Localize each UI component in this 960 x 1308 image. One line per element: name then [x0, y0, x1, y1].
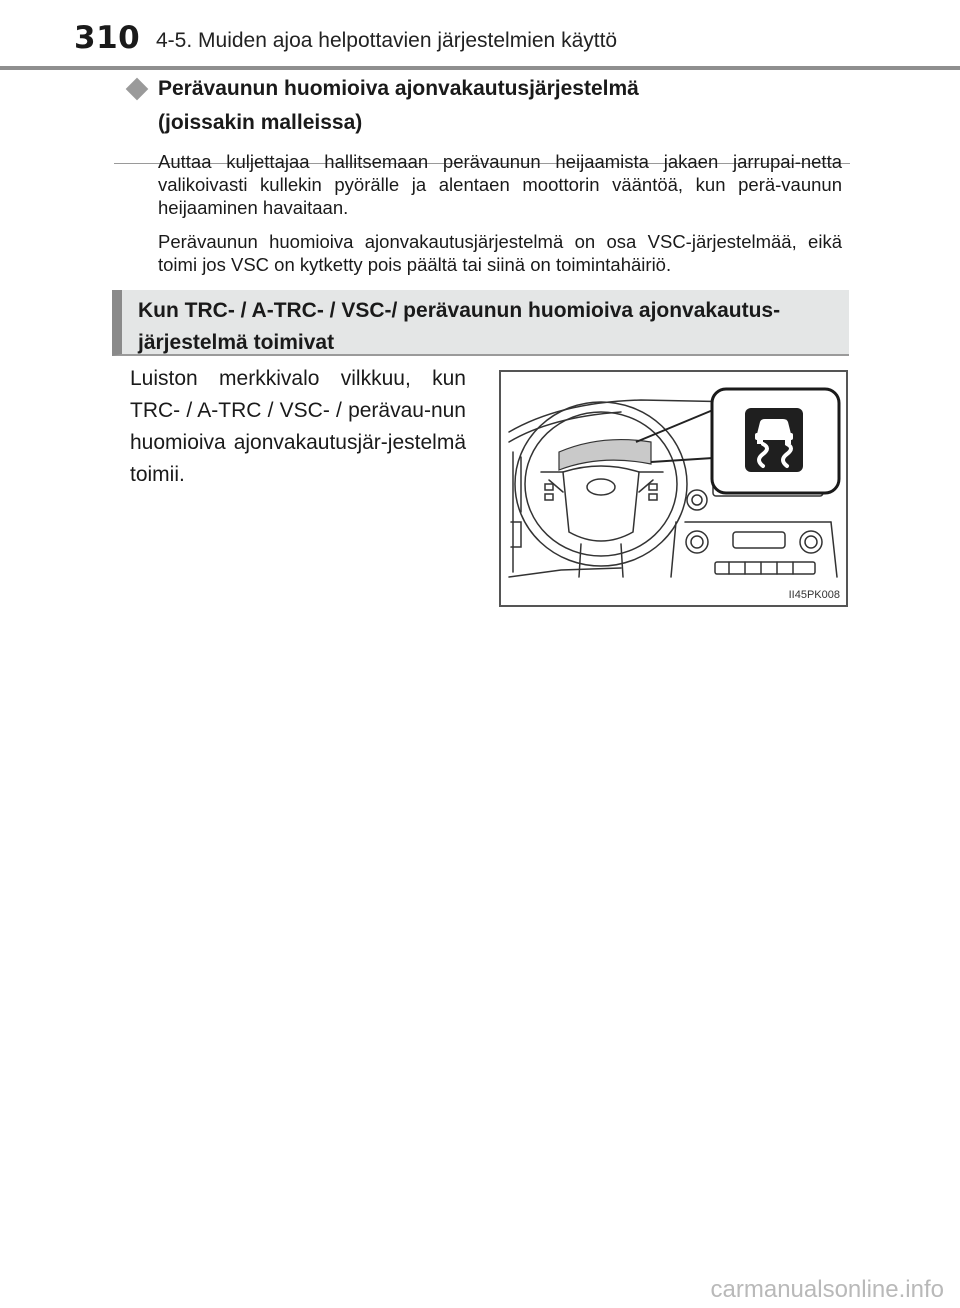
- dashboard-illustration: [501, 372, 846, 605]
- section-heading-line2: (joissakin malleissa): [158, 111, 363, 134]
- slip-indicator-icon: [745, 408, 803, 472]
- paragraph-vsc-part: Perävaunun huomioiva ajonvakautusjärjestelmä on osa VSC-järjestelmää, eikä toimi jos VSC on kytketty pois päältä tai siinä on toimintahäiriö.: [158, 231, 842, 275]
- indicator-description: Luiston merkkivalo vilkkuu, kun TRC- / A-TRC / VSC- / perävau-nun huomioiva ajonvakautusjär-jestelmä toimii.: [130, 367, 466, 486]
- watermark: carmanualsonline.info: [710, 1276, 944, 1303]
- box-heading-text: [138, 295, 839, 359]
- section-heading-line1: Perävaunun huomioiva ajonvakautusjärjestelmä: [158, 77, 639, 100]
- section-heading: [114, 72, 850, 140]
- box-heading-line1: Kun TRC- / A-TRC- / VSC-/ perävaunun huomioiva ajonvakautus-: [138, 299, 781, 322]
- header-rule: [0, 66, 960, 70]
- box-heading-line2: järjestelmä toimivat: [138, 331, 335, 354]
- page-number: 310: [74, 20, 141, 56]
- dashboard-figure: [499, 370, 848, 607]
- chapter-title: 4-5. Muiden ajoa helpottavien järjestelmien käyttö: [156, 29, 618, 52]
- operation-box-heading: [112, 290, 849, 356]
- paragraph-trailer-sway: Auttaa kuljettajaa hallitsemaan perävaunun heijaamista jakaen jarrupai-netta valikoivasti kullekin pyörälle ja alentaen moottorin vääntöä, kun perä-vaunun heijaaminen havaitaan.: [158, 151, 842, 218]
- figure-code: II45PK008: [788, 589, 840, 601]
